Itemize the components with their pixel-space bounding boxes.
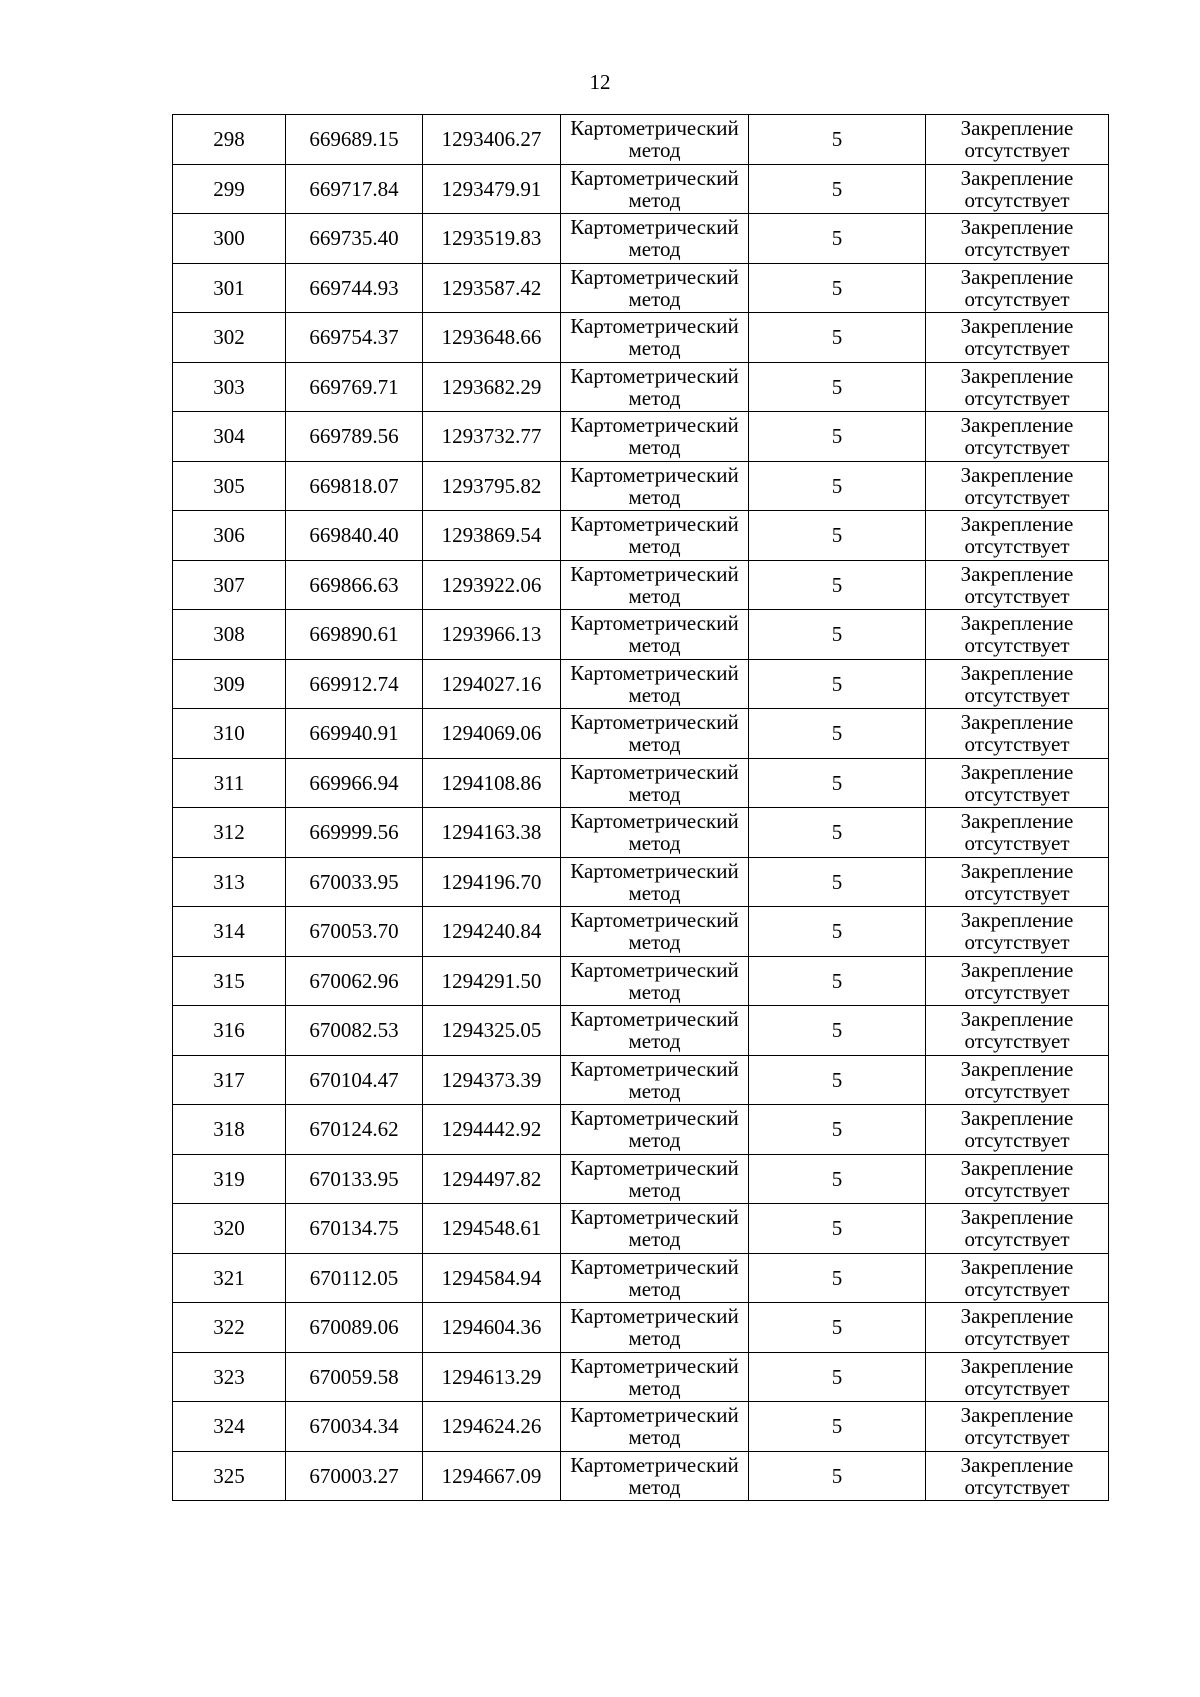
- accuracy-cell: 5: [749, 511, 926, 561]
- accuracy-cell: 5: [749, 709, 926, 759]
- x-coordinate-cell: 670133.95: [286, 1154, 423, 1204]
- method-cell: Картометрический метод: [561, 1352, 749, 1402]
- x-coordinate-cell: 669789.56: [286, 412, 423, 462]
- fixing-description-cell: Закрепление отсутствует: [926, 659, 1109, 709]
- accuracy-cell: 5: [749, 1055, 926, 1105]
- accuracy-cell: 5: [749, 263, 926, 313]
- table-row: [173, 1451, 1109, 1501]
- fixing-description-cell: Закрепление отсутствует: [926, 1451, 1109, 1501]
- fixing-description-cell: Закрепление отсутствует: [926, 1055, 1109, 1105]
- y-coordinate-cell: 1294667.09: [423, 1451, 561, 1501]
- point-number-cell: 325: [173, 1451, 286, 1501]
- x-coordinate-cell: 669999.56: [286, 808, 423, 858]
- y-coordinate-cell: 1294069.06: [423, 709, 561, 759]
- fixing-description-cell: Закрепление отсутствует: [926, 1303, 1109, 1353]
- method-cell: Картометрический метод: [561, 1006, 749, 1056]
- y-coordinate-cell: 1294548.61: [423, 1204, 561, 1254]
- method-cell: Картометрический метод: [561, 214, 749, 264]
- table-row: [173, 1352, 1109, 1402]
- x-coordinate-cell: 669717.84: [286, 164, 423, 214]
- method-cell: Картометрический метод: [561, 263, 749, 313]
- fixing-description-cell: Закрепление отсутствует: [926, 214, 1109, 264]
- accuracy-cell: 5: [749, 1303, 926, 1353]
- method-cell: Картометрический метод: [561, 1105, 749, 1155]
- y-coordinate-cell: 1294604.36: [423, 1303, 561, 1353]
- table-row: [173, 907, 1109, 957]
- x-coordinate-cell: 670062.96: [286, 956, 423, 1006]
- x-coordinate-cell: 670059.58: [286, 1352, 423, 1402]
- point-number-cell: 319: [173, 1154, 286, 1204]
- table-row: [173, 1006, 1109, 1056]
- accuracy-cell: 5: [749, 461, 926, 511]
- point-number-cell: 299: [173, 164, 286, 214]
- accuracy-cell: 5: [749, 1006, 926, 1056]
- accuracy-cell: 5: [749, 907, 926, 957]
- method-cell: Картометрический метод: [561, 659, 749, 709]
- fixing-description-cell: Закрепление отсутствует: [926, 610, 1109, 660]
- x-coordinate-cell: 670124.62: [286, 1105, 423, 1155]
- point-number-cell: 309: [173, 659, 286, 709]
- method-cell: Картометрический метод: [561, 461, 749, 511]
- x-coordinate-cell: 670089.06: [286, 1303, 423, 1353]
- accuracy-cell: 5: [749, 610, 926, 660]
- table-row: [173, 511, 1109, 561]
- table-row: [173, 956, 1109, 1006]
- point-number-cell: 318: [173, 1105, 286, 1155]
- y-coordinate-cell: 1294027.16: [423, 659, 561, 709]
- point-number-cell: 315: [173, 956, 286, 1006]
- accuracy-cell: 5: [749, 412, 926, 462]
- table-row: [173, 560, 1109, 610]
- table-row: [173, 1253, 1109, 1303]
- point-number-cell: 302: [173, 313, 286, 363]
- point-number-cell: 304: [173, 412, 286, 462]
- table-row: [173, 659, 1109, 709]
- table-row: [173, 164, 1109, 214]
- method-cell: Картометрический метод: [561, 1451, 749, 1501]
- fixing-description-cell: Закрепление отсутствует: [926, 907, 1109, 957]
- accuracy-cell: 5: [749, 164, 926, 214]
- fixing-description-cell: Закрепление отсутствует: [926, 1006, 1109, 1056]
- y-coordinate-cell: 1293922.06: [423, 560, 561, 610]
- accuracy-cell: 5: [749, 1105, 926, 1155]
- fixing-description-cell: Закрепление отсутствует: [926, 263, 1109, 313]
- y-coordinate-cell: 1294196.70: [423, 857, 561, 907]
- table-row: [173, 263, 1109, 313]
- fixing-description-cell: Закрепление отсутствует: [926, 511, 1109, 561]
- y-coordinate-cell: 1294497.82: [423, 1154, 561, 1204]
- y-coordinate-cell: 1293732.77: [423, 412, 561, 462]
- table-row: [173, 610, 1109, 660]
- coordinates-table-body: [173, 115, 1109, 1501]
- y-coordinate-cell: 1293795.82: [423, 461, 561, 511]
- method-cell: Картометрический метод: [561, 956, 749, 1006]
- accuracy-cell: 5: [749, 956, 926, 1006]
- point-number-cell: 310: [173, 709, 286, 759]
- y-coordinate-cell: 1294108.86: [423, 758, 561, 808]
- point-number-cell: 316: [173, 1006, 286, 1056]
- y-coordinate-cell: 1294325.05: [423, 1006, 561, 1056]
- table-row: [173, 758, 1109, 808]
- method-cell: Картометрический метод: [561, 1204, 749, 1254]
- page-number: 12: [589, 70, 611, 94]
- table-row: [173, 1402, 1109, 1452]
- method-cell: Картометрический метод: [561, 857, 749, 907]
- y-coordinate-cell: 1293869.54: [423, 511, 561, 561]
- x-coordinate-cell: 670034.34: [286, 1402, 423, 1452]
- point-number-cell: 324: [173, 1402, 286, 1452]
- method-cell: Картометрический метод: [561, 610, 749, 660]
- method-cell: Картометрический метод: [561, 362, 749, 412]
- x-coordinate-cell: 670033.95: [286, 857, 423, 907]
- y-coordinate-cell: 1294163.38: [423, 808, 561, 858]
- point-number-cell: 314: [173, 907, 286, 957]
- table-row: [173, 214, 1109, 264]
- table-row: [173, 1303, 1109, 1353]
- x-coordinate-cell: 669735.40: [286, 214, 423, 264]
- method-cell: Картометрический метод: [561, 907, 749, 957]
- method-cell: Картометрический метод: [561, 1253, 749, 1303]
- accuracy-cell: 5: [749, 560, 926, 610]
- table-row: [173, 1204, 1109, 1254]
- fixing-description-cell: Закрепление отсутствует: [926, 1204, 1109, 1254]
- point-number-cell: 303: [173, 362, 286, 412]
- x-coordinate-cell: 669744.93: [286, 263, 423, 313]
- x-coordinate-cell: 670003.27: [286, 1451, 423, 1501]
- y-coordinate-cell: 1294240.84: [423, 907, 561, 957]
- x-coordinate-cell: 670082.53: [286, 1006, 423, 1056]
- x-coordinate-cell: 669940.91: [286, 709, 423, 759]
- table-row: [173, 1105, 1109, 1155]
- table-row: [173, 1154, 1109, 1204]
- accuracy-cell: 5: [749, 214, 926, 264]
- fixing-description-cell: Закрепление отсутствует: [926, 857, 1109, 907]
- fixing-description-cell: Закрепление отсутствует: [926, 808, 1109, 858]
- method-cell: Картометрический метод: [561, 511, 749, 561]
- point-number-cell: 305: [173, 461, 286, 511]
- y-coordinate-cell: 1293682.29: [423, 362, 561, 412]
- x-coordinate-cell: 669890.61: [286, 610, 423, 660]
- x-coordinate-cell: 669840.40: [286, 511, 423, 561]
- method-cell: Картометрический метод: [561, 808, 749, 858]
- fixing-description-cell: Закрепление отсутствует: [926, 560, 1109, 610]
- table-row: [173, 362, 1109, 412]
- y-coordinate-cell: 1294624.26: [423, 1402, 561, 1452]
- y-coordinate-cell: 1294584.94: [423, 1253, 561, 1303]
- table-row: [173, 115, 1109, 165]
- point-number-cell: 317: [173, 1055, 286, 1105]
- x-coordinate-cell: 670104.47: [286, 1055, 423, 1105]
- method-cell: Картометрический метод: [561, 560, 749, 610]
- accuracy-cell: 5: [749, 1352, 926, 1402]
- method-cell: Картометрический метод: [561, 1055, 749, 1105]
- accuracy-cell: 5: [749, 1204, 926, 1254]
- fixing-description-cell: Закрепление отсутствует: [926, 461, 1109, 511]
- point-number-cell: 300: [173, 214, 286, 264]
- fixing-description-cell: Закрепление отсутствует: [926, 164, 1109, 214]
- y-coordinate-cell: 1294442.92: [423, 1105, 561, 1155]
- method-cell: Картометрический метод: [561, 758, 749, 808]
- point-number-cell: 322: [173, 1303, 286, 1353]
- y-coordinate-cell: 1293648.66: [423, 313, 561, 363]
- fixing-description-cell: Закрепление отсутствует: [926, 115, 1109, 165]
- fixing-description-cell: Закрепление отсутствует: [926, 412, 1109, 462]
- x-coordinate-cell: 670053.70: [286, 907, 423, 957]
- fixing-description-cell: Закрепление отсутствует: [926, 709, 1109, 759]
- accuracy-cell: 5: [749, 1154, 926, 1204]
- point-number-cell: 321: [173, 1253, 286, 1303]
- y-coordinate-cell: 1294373.39: [423, 1055, 561, 1105]
- accuracy-cell: 5: [749, 362, 926, 412]
- coordinates-table: [172, 114, 1109, 1501]
- table-row: [173, 857, 1109, 907]
- accuracy-cell: 5: [749, 758, 926, 808]
- point-number-cell: 306: [173, 511, 286, 561]
- fixing-description-cell: Закрепление отсутствует: [926, 362, 1109, 412]
- table-row: [173, 808, 1109, 858]
- accuracy-cell: 5: [749, 1253, 926, 1303]
- y-coordinate-cell: 1294613.29: [423, 1352, 561, 1402]
- point-number-cell: 323: [173, 1352, 286, 1402]
- point-number-cell: 312: [173, 808, 286, 858]
- fixing-description-cell: Закрепление отсутствует: [926, 313, 1109, 363]
- method-cell: Картометрический метод: [561, 709, 749, 759]
- method-cell: Картометрический метод: [561, 313, 749, 363]
- fixing-description-cell: Закрепление отсутствует: [926, 956, 1109, 1006]
- x-coordinate-cell: 669966.94: [286, 758, 423, 808]
- x-coordinate-cell: 669912.74: [286, 659, 423, 709]
- table-row: [173, 313, 1109, 363]
- accuracy-cell: 5: [749, 808, 926, 858]
- accuracy-cell: 5: [749, 857, 926, 907]
- x-coordinate-cell: 670112.05: [286, 1253, 423, 1303]
- accuracy-cell: 5: [749, 659, 926, 709]
- x-coordinate-cell: 669769.71: [286, 362, 423, 412]
- accuracy-cell: 5: [749, 1402, 926, 1452]
- x-coordinate-cell: 670134.75: [286, 1204, 423, 1254]
- method-cell: Картометрический метод: [561, 164, 749, 214]
- point-number-cell: 308: [173, 610, 286, 660]
- table-row: [173, 1055, 1109, 1105]
- point-number-cell: 307: [173, 560, 286, 610]
- fixing-description-cell: Закрепление отсутствует: [926, 758, 1109, 808]
- table-row: [173, 412, 1109, 462]
- y-coordinate-cell: 1293587.42: [423, 263, 561, 313]
- fixing-description-cell: Закрепление отсутствует: [926, 1105, 1109, 1155]
- method-cell: Картометрический метод: [561, 1303, 749, 1353]
- point-number-cell: 311: [173, 758, 286, 808]
- point-number-cell: 301: [173, 263, 286, 313]
- method-cell: Картометрический метод: [561, 412, 749, 462]
- y-coordinate-cell: 1293479.91: [423, 164, 561, 214]
- method-cell: Картометрический метод: [561, 115, 749, 165]
- method-cell: Картометрический метод: [561, 1402, 749, 1452]
- x-coordinate-cell: 669866.63: [286, 560, 423, 610]
- point-number-cell: 320: [173, 1204, 286, 1254]
- fixing-description-cell: Закрепление отсутствует: [926, 1402, 1109, 1452]
- point-number-cell: 313: [173, 857, 286, 907]
- accuracy-cell: 5: [749, 313, 926, 363]
- fixing-description-cell: Закрепление отсутствует: [926, 1352, 1109, 1402]
- y-coordinate-cell: 1294291.50: [423, 956, 561, 1006]
- x-coordinate-cell: 669754.37: [286, 313, 423, 363]
- fixing-description-cell: Закрепление отсутствует: [926, 1154, 1109, 1204]
- x-coordinate-cell: 669689.15: [286, 115, 423, 165]
- y-coordinate-cell: 1293519.83: [423, 214, 561, 264]
- accuracy-cell: 5: [749, 1451, 926, 1501]
- table-row: [173, 461, 1109, 511]
- x-coordinate-cell: 669818.07: [286, 461, 423, 511]
- table-row: [173, 709, 1109, 759]
- accuracy-cell: 5: [749, 115, 926, 165]
- fixing-description-cell: Закрепление отсутствует: [926, 1253, 1109, 1303]
- y-coordinate-cell: 1293406.27: [423, 115, 561, 165]
- method-cell: Картометрический метод: [561, 1154, 749, 1204]
- y-coordinate-cell: 1293966.13: [423, 610, 561, 660]
- point-number-cell: 298: [173, 115, 286, 165]
